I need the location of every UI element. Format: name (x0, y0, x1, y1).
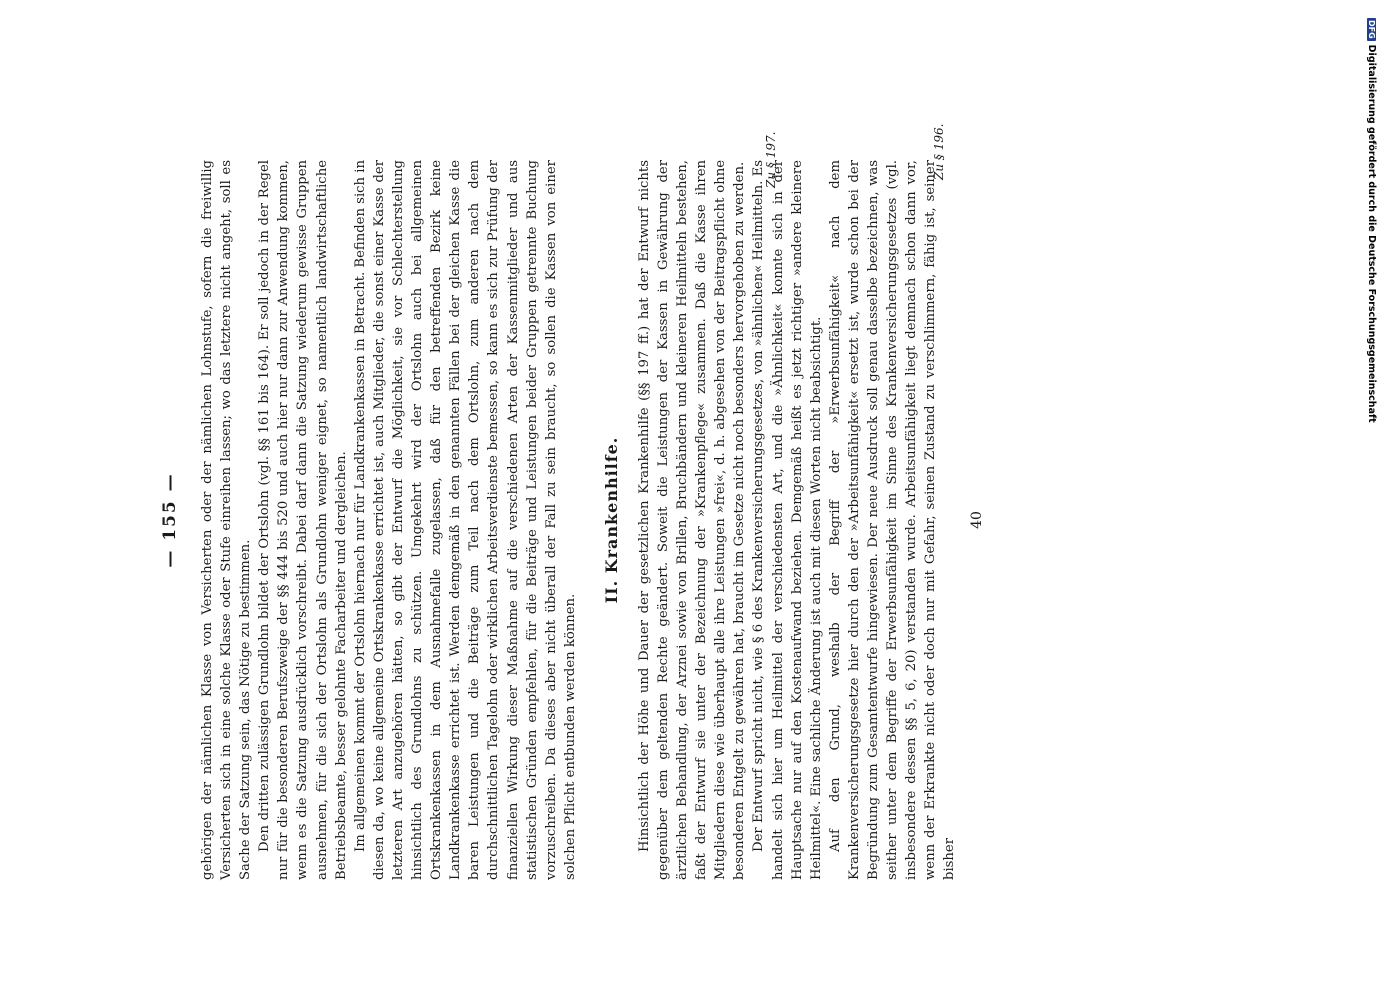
page-number-header: — 155 — (160, 472, 180, 568)
paragraph-197-1: Hinsichtlich der Höhe und Dauer der gesetzlichen Krankenhilfe (§§ 197 ff.) hat der Entwurf nichts gegenüber dem geltenden Rechte geändert. Soweit die Leistungen der Kassen in Gewährung der ärztlichen Behandlung, der Arznei sowie von Brillen, Bruchbändern und kleineren Heilmitteln bestehen, faßt der Entwurf sie unter der Bezeichnung der »Krankenpflege« zusammen. Daß die Kasse ihren Mitgliedern diese wie überhaupt alle ihre Leistungen »frei«, d. h. abgesehen von der Beitragspflicht ohne besonderen Entgelt zu gewähren hat, braucht im Gesetze nicht noch besonders hervorgehoben zu werden. (636, 160, 748, 880)
paragraph-196-3: Im allgemeinen kommt der Ortslohn hiernach nur für Landkrankenkassen in Betracht. Befinden sich in diesen da, wo keine allgemeine Ortskrankenkasse errichtet ist, auch Mitglieder, die sonst einer Kasse der letzteren Art anzugehören hätten, so gibt der Entwurf die Möglichkeit, sie vor Schlechterstellung hinsichtlich des Grundlohns zu schützen. Umgekehrt wird der Ortslohn auch bei allgemeinen Ortskrankenkassen in dem Ausnahmefalle zugelassen, daß für den betreffenden Bezirk keine Landkrankenkasse errichtet ist. Werden demgemäß in den genannten Fällen bei der gleichen Kasse die baren Leistungen und die Beiträge zum Teil nach dem Ortslohn, zum anderen nach dem durchschnittlichen Tagelohn oder wirklichen Arbeitsverdienste bemessen, so kann es sich zur Prüfung der finanziellen Wirkung dieser Maßnahme auf die verschiedenen Arten der Kassenmitglieder und aus statistischen Gründen empfehlen, für die Beiträge und Leistungen beider Gruppen getrennte Buchung vorzuschreiben. Da dieses aber nicht überall der Fall zu sein braucht, so sollen die Kassen von einer solchen Pflicht entbunden werden können. (352, 160, 578, 880)
credit-text: Digitalisierung gefördert durch die Deutsche Forschungsgemeinschaft (1366, 44, 1377, 423)
digitization-credit-strip (1361, 0, 1383, 1000)
paragraph-196-1: gehörigen der nämlichen Klasse von Versicherten oder der nämlichen Lohnstufe, sofern die freiwillig Versicherten sich in eine solche Klasse oder Stufe einreihen lassen; wo das letztere nicht angeht, soll es Sache der Satzung sein, das Nötige zu bestimmen. (200, 160, 254, 880)
margin-note-zu-197: Zu § 197. (764, 131, 778, 188)
paragraph-197-2: Der Entwurf spricht nicht, wie § 6 des Krankenversicherungsgesetzes, von »ähnlichen« Heilmitteln. Es handelt sich hier um Heilmittel der verschiedensten Art, und die »Ähnlichkeit« konnte sich in der Hauptsache nur auf den Kostenaufwand beziehen. Demgemäß heißt es jetzt richtiger »andere kleinere Heilmittel«. Eine sachliche Änderung ist auch mit diesen Worten nicht beabsichtigt. (751, 160, 824, 880)
paragraph-197-3: Auf den Grund, weshalb der Begriff der »Erwerbsunfähigkeit« nach dem Krankenversicherungsgesetze hier durch den der »Arbeitsunfähigkeit« ersetzt ist, wurde schon bei der Begründung zum Gesamtentwurfe hingewiesen. Der neue Ausdruck soll genau dasselbe bezeichnen, was seither unter dem Begriffe der Erwerbsunfähigkeit im Sinne des Krankenversicherungsgesetzes (vgl. insbesondere dessen §§ 5, 6, 20) verstanden wurde. Arbeitsunfähigkeit liegt demnach schon dann vor, wenn der Erkrankte nicht oder doch nur mit Gefahr, seinen Zustand zu verschlimmern, fähig ist, seiner bisher (827, 160, 958, 880)
margin-note-zu-196: Zu § 196. (932, 123, 946, 180)
page-content (160, 160, 986, 880)
folio-number: 40 (969, 511, 986, 529)
section-heading-krankenhilfe: II. Krankenhilfe. (601, 436, 621, 604)
dfg-logo-icon: DFG (1367, 20, 1376, 39)
digitization-credit (1366, 18, 1377, 423)
rotated-page (160, 160, 986, 880)
paragraph-196-2: Den dritten zulässigen Grundlohn bildet der Ortslohn (vgl. §§ 161 bis 164). Er soll jedoch in der Regel nur für die besonderen Berufszweige der §§ 444 bis 520 und auch hier nur dann zur Anwendung kommen, wenn es die Satzung ausdrücklich vorschreibt. Dabei darf dann die Satzung wiederum gewisse Gruppen ausnehmen, für die sich der Ortslohn als Grundlohn weniger eignet, so namentlich landwirtschaftliche Betriebsbeamte, besser gelohnte Facharbeiter und dergleichen. (257, 160, 349, 880)
